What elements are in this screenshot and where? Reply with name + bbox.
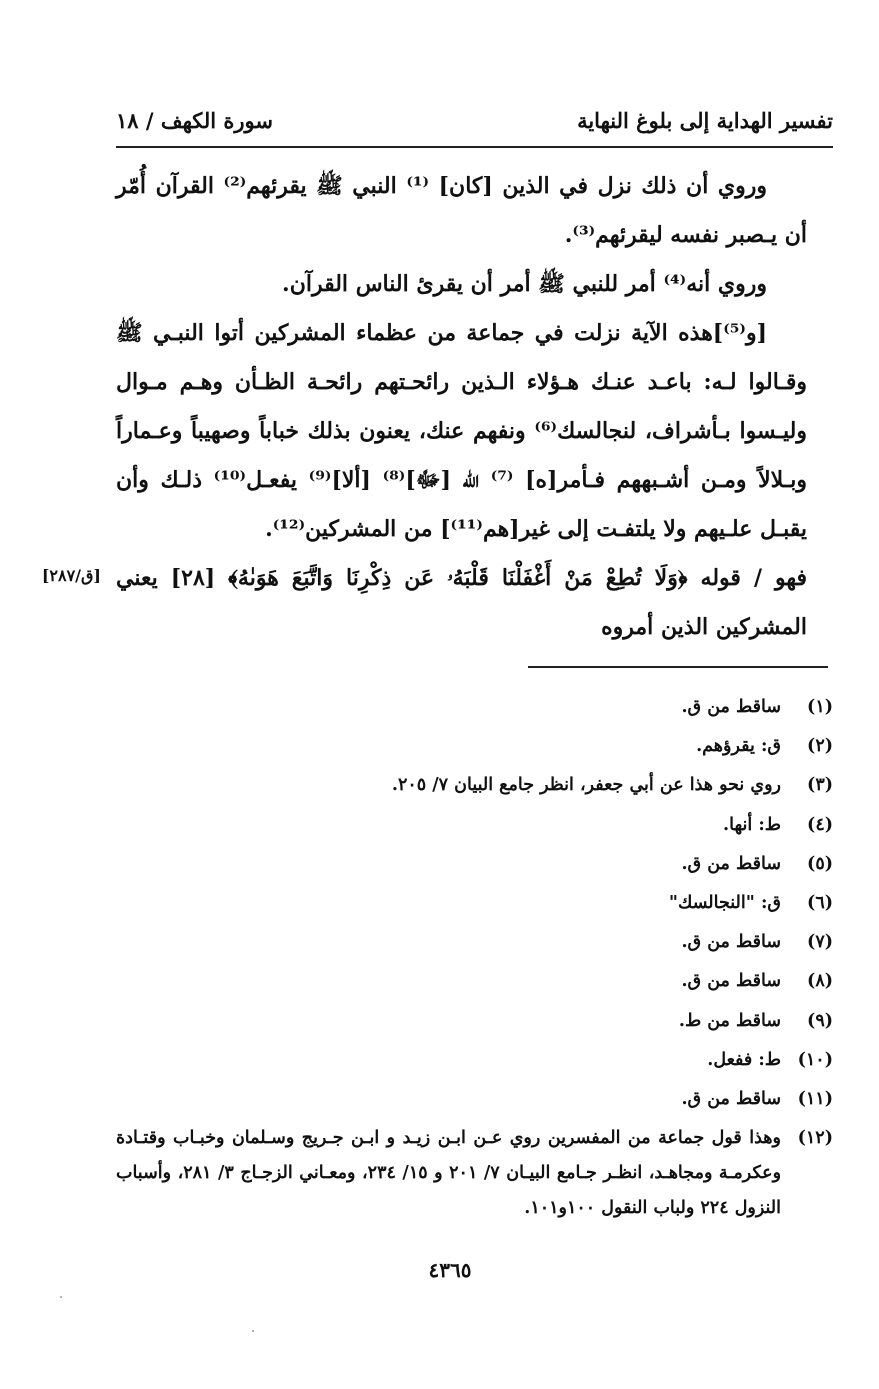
footnote-text: ساقط من ق. bbox=[681, 697, 781, 717]
footnote-text: ط: ففعل. bbox=[707, 1049, 781, 1070]
footnote bbox=[116, 1041, 833, 1080]
footnote-text: ساقط من ق. bbox=[681, 971, 781, 992]
footnote-number: (٢) bbox=[807, 736, 833, 757]
footnote-text: ساقط من ق. bbox=[681, 853, 781, 874]
footnote-number: (٣) bbox=[807, 775, 833, 796]
paragraph: وروي أن ذلك نزل في الذين [كان] ⁽¹⁾ النبي ﷺ يقرئهم⁽²⁾ القرآن أُمّر أن يـصبر نفسه ليقرئهم⁽³⁾. bbox=[116, 173, 807, 248]
footnote-number: (٥) bbox=[807, 853, 833, 874]
page-number: ٤٣٦٥ bbox=[428, 1258, 472, 1282]
footnote-text: ساقط من ط. bbox=[678, 1010, 781, 1031]
footnote bbox=[116, 806, 833, 845]
manuscript-folio-reference: [ق/٢٨٧] bbox=[41, 566, 101, 585]
footnote-text: ساقط من ق. bbox=[681, 932, 781, 953]
footnote bbox=[116, 688, 833, 727]
footnote-number: (٦) bbox=[807, 893, 833, 914]
footnote-number: (١٠) bbox=[797, 1049, 833, 1070]
footnote bbox=[116, 1080, 833, 1119]
footnote bbox=[116, 884, 833, 923]
footnote bbox=[116, 727, 833, 766]
footnote-text: روي نحو هذا عن أبي جعفر، انظر جامع البيان ٧/ ٢٠٥. bbox=[391, 775, 781, 796]
footnote-divider bbox=[528, 666, 828, 668]
footnote-text: ق: "النجالسك" bbox=[668, 893, 781, 914]
footnote bbox=[116, 962, 833, 1001]
footnote-text: وهذا قول جماعة من المفسرين روي عـن ابـن زيـد و ابـن جـريج وسـلمان وخبـاب وقتـادة وعكرمـة ومجاهـد، انظـر جـامع البيـان ٧/ ٢٠١ و ١٥/ ٢٣٤، ومعـاني الزجـاج ٣/ ٢٨١، وأسباب النزول ٢٢٤ ولباب النقول ١٠٠و١٠١. bbox=[116, 1128, 782, 1219]
footnote-number: (٩) bbox=[807, 1010, 833, 1031]
footnotes bbox=[116, 688, 833, 1226]
footnote bbox=[116, 1119, 833, 1226]
scan-speck bbox=[252, 1330, 254, 1332]
paragraph: فهو / قوله ﴿وَلَا تُطِعْ مَنْ أَغْفَلْنَا قَلْبَهُۥ عَن ذِكْرِنَا وَاتَّبَعَ هَوَىٰهُ﴾ [٢٨] يعني المشركين الذين أمروه bbox=[116, 565, 807, 640]
running-header bbox=[116, 100, 833, 140]
footnote-number: (١) bbox=[807, 697, 833, 717]
paragraph: [و⁽⁵⁾]هذه الآية نزلت في جماعة من عظماء المشركين أتوا النبـي ﷺ وقـالوا لـه: باعـد عنـك هـؤلاء الـذين رائحـتهم رائحـة الظـأن وهـم مـوال وليـسوا بـأشراف، لنجالسك⁽⁶⁾ ونفهم عنك، يعنون بذلك خباباً وصهيباً وعـماراً وبـلالاً ومـن أشـبههم فـأمر[ه] ⁽⁷⁾ الله [ﷻ]⁽⁸⁾ [ألا]⁽⁹⁾ يفعـل⁽¹⁰⁾ ذلـك وأن يقبـل علـيهم ولا يلتفـت إلى غير[هم⁽¹¹⁾] من المشركين⁽¹²⁾. bbox=[116, 320, 807, 542]
footnote-text: ق: يقرؤهم. bbox=[696, 736, 781, 757]
surah-page-label: سورة الكهف / ١٨ bbox=[116, 107, 274, 133]
footnote-number: (٧) bbox=[807, 932, 833, 953]
footnote bbox=[116, 923, 833, 962]
footnote-text: ط: أنها. bbox=[723, 814, 781, 835]
paragraph: وروي أنه⁽⁴⁾ أمر للنبي ﷺ أمر أن يقرئ الناس القرآن. bbox=[282, 271, 767, 297]
scan-speck bbox=[60, 1296, 62, 1298]
footnote-number: (١١) bbox=[797, 1089, 833, 1110]
footnote bbox=[116, 766, 833, 805]
footnote bbox=[116, 1002, 833, 1041]
footnote-number: (٤) bbox=[807, 814, 833, 835]
footnote-number: (١٢) bbox=[797, 1128, 833, 1149]
header-divider bbox=[116, 146, 833, 148]
footnote bbox=[116, 845, 833, 884]
main-text bbox=[116, 162, 807, 652]
footnote-text: ساقط من ق. bbox=[681, 1089, 781, 1110]
footnote-number: (٨) bbox=[807, 971, 833, 992]
book-title: تفسير الهداية إلى بلوغ النهاية bbox=[577, 107, 833, 133]
